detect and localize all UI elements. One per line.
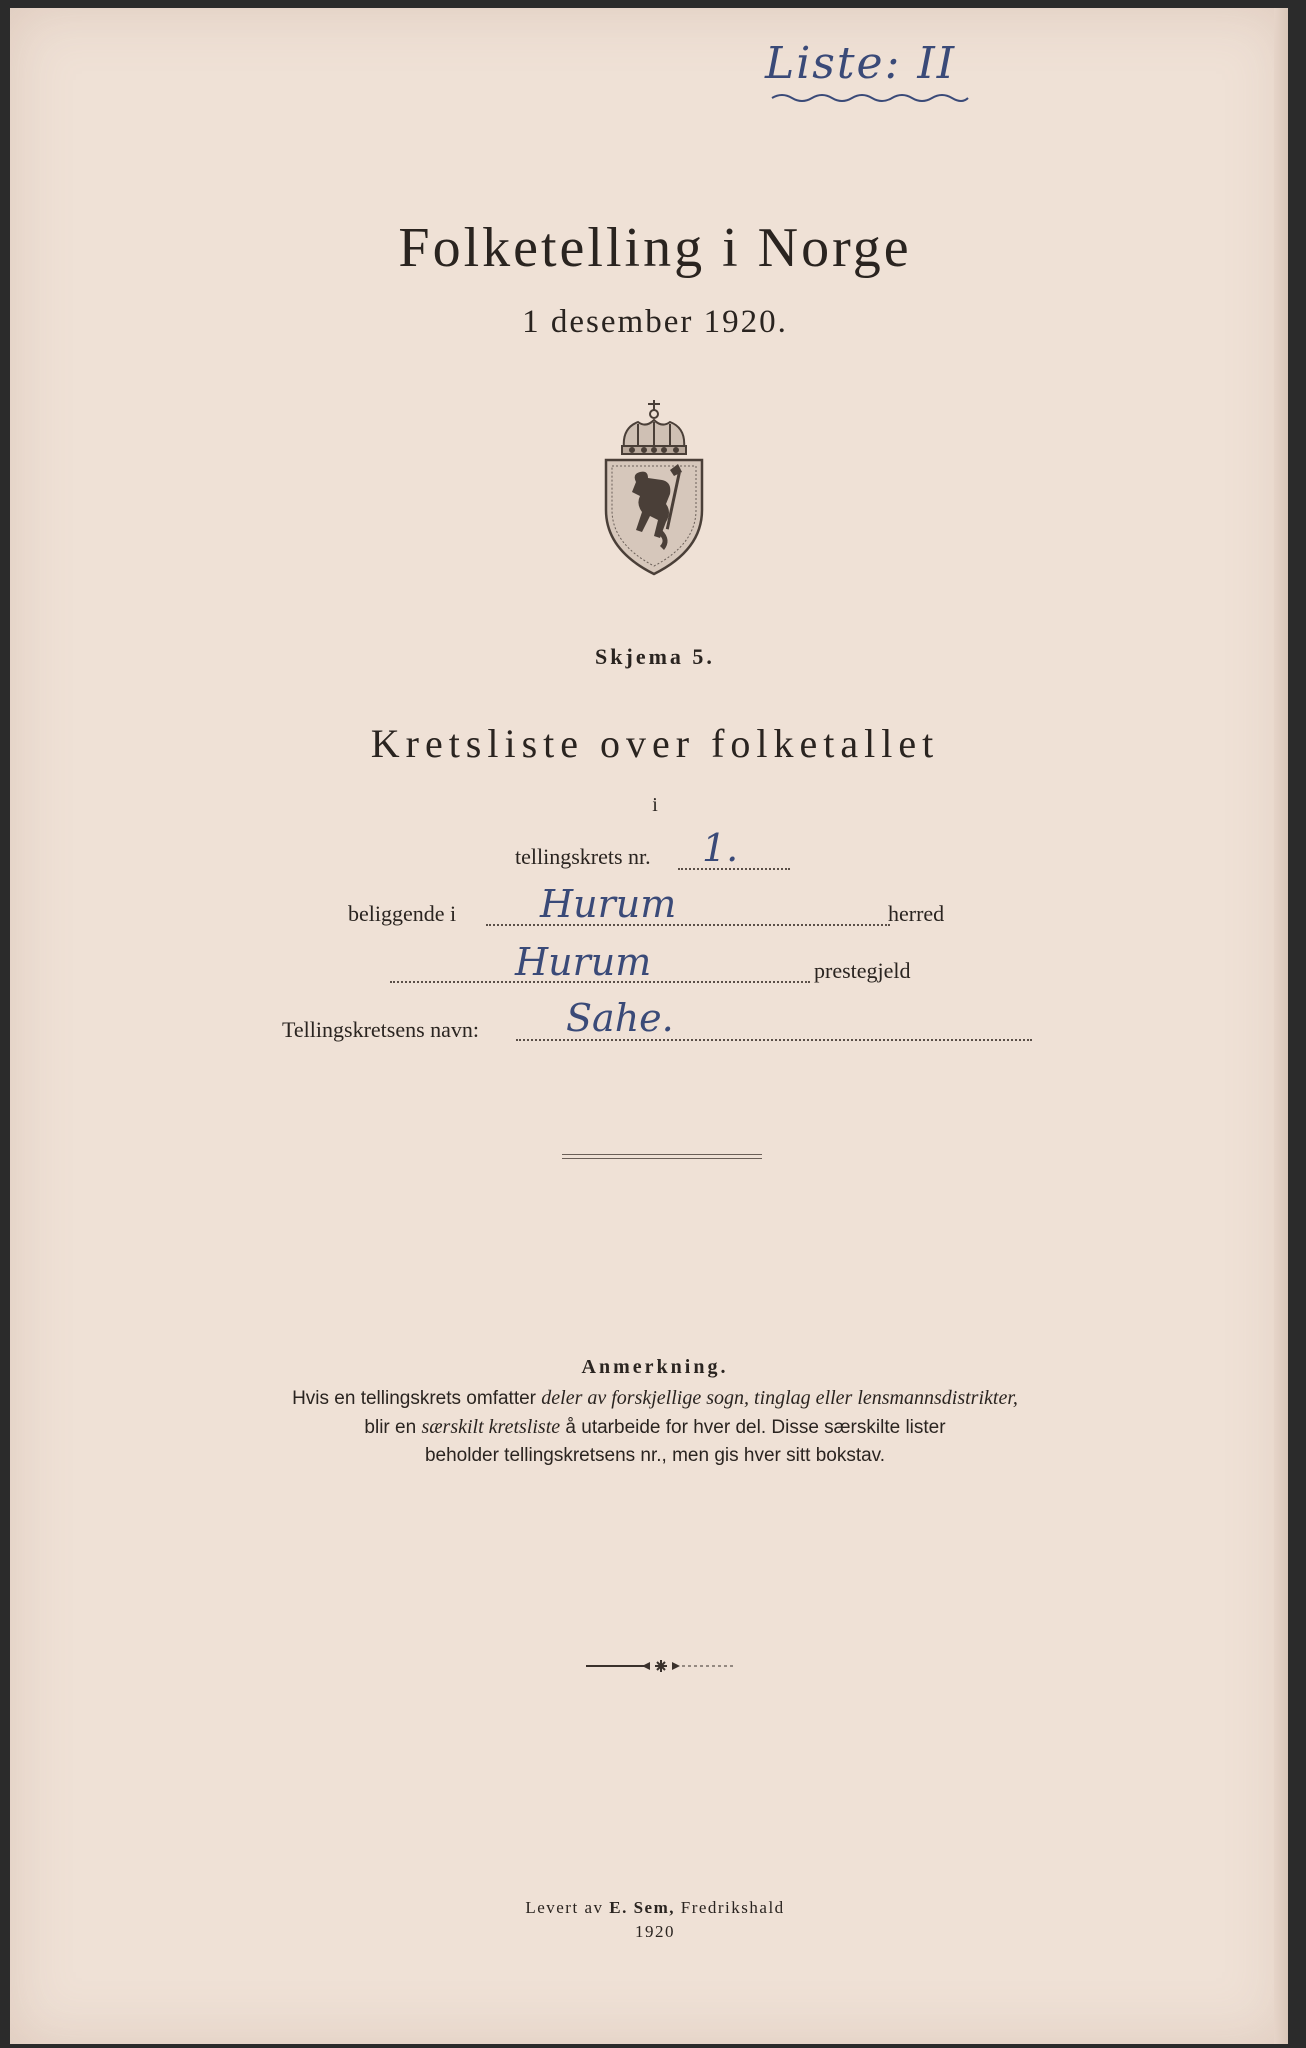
remark-line-2-text-b: å utarbeide for hver del. Disse særskilte lister <box>560 1417 946 1438</box>
handwritten-list-note <box>10 32 1288 92</box>
remark-line-1-text: Hvis en tellingskrets omfatter <box>292 1388 542 1409</box>
printer-line <box>10 1896 1300 1920</box>
remark-line-1-emphasis: deler av forskjellige sogn, tinglag eller lensmannsdistrikter, <box>541 1387 1018 1409</box>
printer-imprint <box>10 1896 1300 1944</box>
section-divider <box>562 1154 762 1159</box>
remark-line-2 <box>160 1413 1150 1442</box>
beliggende-value: Hurum <box>540 882 677 926</box>
remark-line-3: beholder tellingskretsens nr., men gis hver sitt bokstav. <box>424 1445 886 1466</box>
herred-label: herred <box>888 901 945 926</box>
remark-line-2-text-a: blir en <box>364 1417 422 1438</box>
printer-year: 1920 <box>635 1922 675 1941</box>
printer-name: E. Sem, <box>609 1898 675 1917</box>
schema-number: Skjema 5. <box>595 644 715 669</box>
tellingskrets-label: tellingskrets nr. <box>515 844 651 869</box>
tellingskrets-value: 1. <box>702 826 739 870</box>
heading-connector: i <box>652 794 658 816</box>
prestegjeld-value: Hurum <box>515 940 652 984</box>
beliggende-label: beliggende i <box>348 901 457 926</box>
remark-body <box>160 1384 1150 1470</box>
printer-prefix: Levert av <box>525 1898 610 1917</box>
census-date: 1 desember 1920. <box>522 304 788 340</box>
remark-line-1 <box>160 1384 1150 1413</box>
prestegjeld-label: prestegjeld <box>814 958 911 983</box>
remark-line-2-emphasis: særskilt kretsliste <box>421 1416 561 1438</box>
navn-value: Sahe. <box>566 996 674 1040</box>
printer-city: Fredrikshald <box>674 1898 785 1917</box>
star-ornament-icon <box>586 1656 736 1676</box>
handwritten-underline <box>770 90 970 104</box>
norwegian-coat-of-arms-icon <box>602 400 706 576</box>
remark-title: Anmerkning. <box>581 1356 729 1378</box>
form-heading: Kretsliste over folketallet <box>370 721 940 766</box>
document-title: Folketelling i Norge <box>398 217 912 279</box>
census-form-page <box>10 8 1288 2044</box>
navn-label: Tellingskretsens navn: <box>282 1017 480 1042</box>
list-number-handwriting: Liste: II <box>765 38 957 89</box>
